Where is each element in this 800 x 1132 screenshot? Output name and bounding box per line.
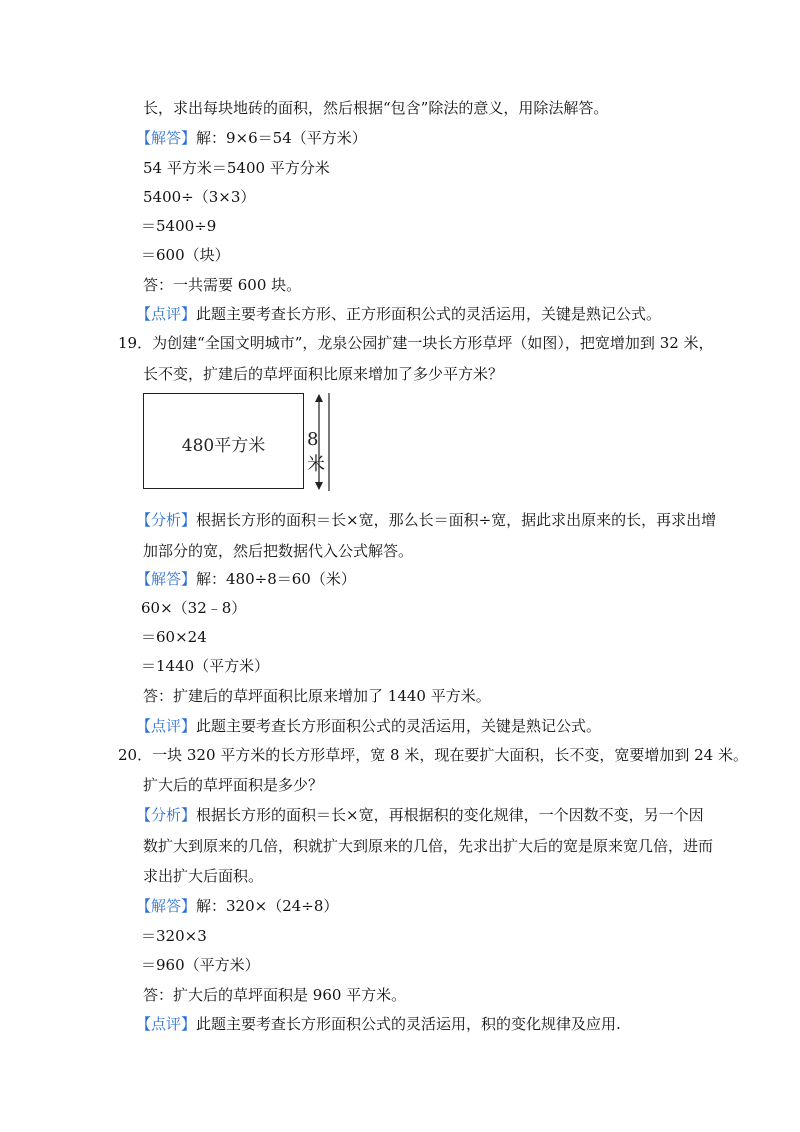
text-line: [143, 866, 263, 886]
analysis-line: [136, 805, 704, 825]
line-text: 解：320×（24÷8）: [196, 897, 339, 915]
line-text: 60×（32﹣8）: [141, 599, 247, 617]
review-tag: 【点评】: [136, 1015, 197, 1033]
line-text: 扩大后的草坪面积是多少？: [143, 776, 324, 794]
text-line: [141, 627, 207, 647]
text-line: [143, 98, 608, 118]
line-text: 此题主要考查长方形面积公式的灵活运用，关键是熟记公式。: [196, 717, 602, 735]
text-line: [141, 656, 269, 676]
text-line: [143, 364, 503, 384]
line-text: 20．一块 320 平方米的长方形草坪，宽 8 米，现在要扩大面积，长不变，宽要增加到 24 米。: [118, 746, 748, 764]
text-line: [141, 245, 230, 265]
line-text: ＝320×3: [141, 927, 207, 945]
line-text: 答：扩建后的草坪面积比原来增加了 1440 平方米。: [143, 687, 491, 705]
analysis-tag: 【分析】: [136, 806, 197, 824]
answer-line: [136, 896, 338, 916]
text-line: [143, 158, 330, 178]
question-20: [118, 745, 748, 765]
width-arrow: [143, 393, 333, 493]
answer-tag: 【解答】: [136, 570, 197, 588]
line-text: 5400÷（3×3）: [143, 188, 256, 206]
line-text: ＝960（平方米）: [141, 956, 260, 974]
review-line: [136, 716, 601, 736]
width-label: 8米: [307, 429, 325, 475]
text-line: [143, 187, 255, 207]
line-text: 此题主要考查长方形面积公式的灵活运用，积的变化规律及应用.: [196, 1015, 621, 1033]
text-line: [143, 275, 301, 295]
text-line: [141, 955, 260, 975]
line-text: 此题主要考查长方形、正方形面积公式的灵活运用，关键是熟记公式。: [196, 305, 662, 323]
analysis-line: [136, 510, 716, 530]
line-text: ＝5400÷9: [141, 217, 217, 235]
line-text: 19．为创建“全国文明城市”，龙泉公园扩建一块长方形草坪（如图），把宽增加到 32 米，: [118, 334, 714, 352]
text-line: [143, 985, 406, 1005]
line-text: 加部分的宽，然后把数据代入公式解答。: [143, 542, 414, 560]
text-line: [143, 686, 491, 706]
line-text: 解：9×6＝54（平方米）: [196, 129, 367, 147]
line-text: 长，求出每块地砖的面积，然后根据“包含”除法的意义，用除法解答。: [143, 99, 609, 117]
answer-tag: 【解答】: [136, 129, 197, 147]
rectangle-figure: [143, 393, 333, 493]
text-line: [141, 598, 246, 618]
text-line: [141, 216, 216, 236]
answer-line: [136, 128, 367, 148]
text-line: [143, 541, 413, 561]
line-text: ＝600（块）: [141, 246, 230, 264]
line-text: 答：一共需要 600 块。: [143, 276, 302, 294]
line-text: 数扩大到原来的几倍，积就扩大到原来的几倍，先求出扩大后的宽是原来宽几倍，进而: [143, 837, 714, 855]
area-label: 480平方米: [181, 436, 266, 456]
text-line: [141, 926, 207, 946]
text-line: [143, 836, 713, 856]
line-text: 长不变，扩建后的草坪面积比原来增加了多少平方米？: [143, 365, 504, 383]
line-text: ＝1440（平方米）: [141, 657, 270, 675]
review-line: [136, 304, 661, 324]
line-text: 根据长方形的面积＝长×宽，那么长＝面积÷宽，据此求出原来的长，再求出增: [196, 511, 717, 529]
answer-line: [136, 569, 356, 589]
line-text: 54 平方米＝5400 平方分米: [143, 159, 330, 177]
review-line: [136, 1014, 621, 1034]
review-tag: 【点评】: [136, 717, 197, 735]
line-text: 解：480÷8＝60（米）: [196, 570, 356, 588]
line-text: 根据长方形的面积＝长×宽，再根据积的变化规律，一个因数不变，另一个因: [196, 806, 704, 824]
review-tag: 【点评】: [136, 305, 197, 323]
line-text: ＝60×24: [141, 628, 207, 646]
line-text: 答：扩大后的草坪面积是 960 平方米。: [143, 986, 407, 1004]
line-text: 求出扩大后面积。: [143, 867, 264, 885]
question-19: [118, 333, 714, 353]
answer-tag: 【解答】: [136, 897, 197, 915]
analysis-tag: 【分析】: [136, 511, 197, 529]
text-line: [143, 775, 323, 795]
